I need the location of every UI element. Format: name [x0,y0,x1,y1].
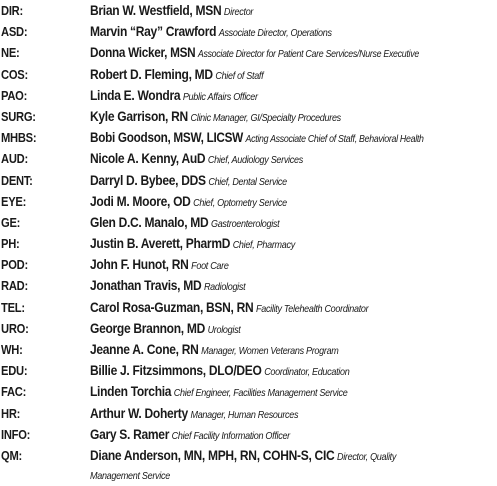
entry-code: SURG: [1,108,36,124]
entry-code: WH: [1,342,23,357]
entry-name: Glen D.C. Manalo, MD [90,213,209,230]
entry-name: Linden Torchia [90,383,172,400]
entry-title: Coordinator, Education [264,366,350,379]
entry-code: DENT: [1,172,33,188]
entry-title: Clinic Manager, GI/Specialty Procedures [190,111,341,124]
entry-code: AUD: [1,151,28,167]
entry-name: Donna Wicker, MSN [90,44,196,61]
entry-name: Linda E. Wondra [90,86,181,103]
directory-entry-rad [1,275,497,296]
entry-name: John F. Hunot, RN [90,256,189,273]
entry-name: Jodi M. Moore, OD [90,192,191,209]
entry-title: Foot Care [191,260,229,273]
entry-code: ASD: [1,24,28,40]
entry-name: Justin B. Averett, PharmD [90,235,231,252]
entry-title: Director [223,6,254,18]
entry-code: PH: [1,236,20,252]
entry-name: Diane Anderson, MN, MPH, RN, COHN-S, CIC [90,446,335,463]
entry-title: Director, Quality [336,450,397,463]
entry-code: RAD: [1,278,28,294]
entry-name: Marvin “Ray” Crawford [90,23,217,40]
entry-name: Darryl D. Bybee, DDS [90,171,206,188]
entry-title: Chief Engineer, Facilities Management Service [173,387,348,400]
directory-entry-tel [1,297,497,318]
entry-name: Arthur W. Doherty [90,404,188,421]
entry-title: Facility Telehealth Coordinator [256,302,369,315]
entry-title: Acting Associate Chief of Staff, Behavioral Health [245,133,424,146]
entry-title: Chief, Audiology Services [207,154,303,167]
entry-name: Robert D. Fleming, MD [90,65,213,82]
entry-code: GE: [1,214,21,230]
entry-title: Public Affairs Officer [182,90,258,103]
entry-name: Carol Rosa-Guzman, BSN, RN [90,298,254,315]
entry-code: PAO: [1,87,28,103]
directory-entry-ge [1,212,497,233]
entry-title: Manager, Women Veterans Program [201,345,339,357]
entry-code: COS: [1,66,28,82]
entry-code: EYE: [1,193,27,209]
directory-entry-asd [1,21,497,42]
entry-code: MHBS: [1,130,37,146]
entry-code: EDU: [1,363,28,379]
directory-entry-fac [1,381,497,402]
entry-title: Associate Director for Patient Care Services/Nurse Executive [197,48,419,61]
entry-title: Associate Director, Operations [218,27,332,40]
staff-directory [1,0,497,486]
directory-entry-info [1,424,497,445]
entry-name: Jonathan Travis, MD [90,277,202,294]
directory-entry-edu [1,360,497,381]
entry-code: INFO: [1,426,31,442]
entry-code: DIR: [1,3,23,18]
entry-title: Chief Facility Information Officer [171,429,290,442]
directory-entry-pod [1,254,497,275]
directory-entry-eye [1,191,497,212]
directory-entry-uro [1,318,497,339]
entry-code: FAC: [1,384,27,400]
entry-code: TEL: [1,299,25,315]
entry-code: URO: [1,320,29,336]
directory-entry-surg [1,106,497,127]
entry-name: Billie J. Fitzsimmons, DLO/DEO [90,362,262,379]
entry-name: Kyle Garrison, RN [90,107,188,124]
directory-entry-mhbs [1,127,497,148]
entry-name: Brian W. Westfield, MSN [90,2,222,18]
directory-entry-qm-continuation [1,466,497,486]
directory-entry-aud [1,148,497,169]
entry-title: Chief, Dental Service [208,175,287,188]
directory-entry-wh [1,339,497,360]
directory-entry-cos [1,64,497,85]
directory-entry-dent [1,170,497,191]
entry-code: HR: [1,405,21,421]
entry-name: Bobi Goodson, MSW, LICSW [90,129,243,146]
entry-code: QM: [1,447,22,463]
directory-entry-qm [1,445,497,466]
entry-code: NE: [1,45,20,61]
entry-name: George Brannon, MD [90,319,205,336]
directory-entry-hr [1,403,497,424]
directory-entry-ph [1,233,497,254]
entry-name: Jeanne A. Cone, RN [90,341,199,357]
entry-title: Urologist [207,323,241,336]
entry-name: Gary S. Ramer [90,425,170,442]
directory-entry-ne [1,42,497,63]
entry-title: Chief, Optometry Service [193,196,287,209]
entry-title-continuation: Management Service [90,470,170,483]
entry-code: POD: [1,257,28,273]
directory-entry-dir [1,0,497,21]
directory-entry-pao [1,85,497,106]
entry-title: Radiologist [203,281,246,294]
entry-name: Nicole A. Kenny, AuD [90,150,206,167]
entry-title: Chief of Staff [215,69,264,82]
entry-title: Gastroenterologist [210,217,280,230]
entry-title: Chief, Pharmacy [232,239,295,252]
entry-title: Manager, Human Resources [190,408,299,421]
